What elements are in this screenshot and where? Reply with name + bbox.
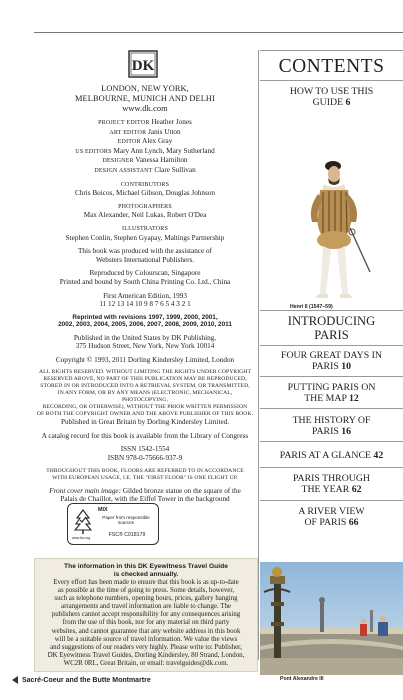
toc-item[interactable]: FOUR GREAT DAYS IN PARIS 10	[281, 350, 382, 373]
pont-alexandre-image	[260, 562, 403, 675]
toc-divider	[260, 500, 403, 501]
toc-divider	[260, 441, 403, 442]
floors-note-1: THROUGHOUT THIS BOOK, FLOORS ARE REFERRED TO IN ACCORDANCE	[46, 467, 244, 474]
toc-divider	[260, 467, 403, 468]
info-body-7: websites, and cannot guarantee that any website address in this book	[51, 627, 241, 635]
column-divider	[258, 50, 259, 660]
toc-item[interactable]: PARIS AT A GLANCE 42	[279, 450, 384, 461]
publisher-block	[34, 84, 256, 114]
floors-note-2: WITH EUROPEAN USAGE, I.E. THE "FIRST FLOOR" IS ONE FLIGHT UP.	[52, 474, 238, 481]
info-box	[34, 558, 258, 672]
fsc-code: FSC® C018179	[108, 532, 146, 538]
toc-item[interactable]: A RIVER VIEW OF PARIS 66	[298, 506, 365, 529]
info-body-6: from the use of this book, nor for any material on third party	[62, 619, 230, 627]
info-body-9: and suggestions of our readers very highly. Please write to: Publisher,	[50, 643, 242, 651]
reprinted-line-2: 2002, 2003, 2004, 2005, 2006, 2007, 2008, 2009, 2010, 2011	[58, 321, 232, 329]
us-publisher-2: 375 Hudson Street, New York, New York 10014	[75, 342, 215, 351]
fsc-mix: MIX	[98, 507, 108, 513]
section-introducing: INTRODUCING PARIS	[287, 314, 376, 342]
credit-line: DESIGN ASSISTANT Clare Sullivan	[94, 165, 196, 174]
info-body-11: WC2R 0RL, Great Britain, or email: travelguides@dk.com.	[63, 659, 229, 667]
print-line: 11 12 13 14 10 9 8 7 6 5 4 3 2 1	[99, 300, 191, 309]
contributors-heading: CONTRIBUTORS	[120, 181, 170, 188]
toc-item[interactable]: THE HISTORY OF PARIS 16	[292, 415, 371, 438]
info-body-5: publishers cannot accept responsibility for any consequences arising	[51, 611, 241, 619]
toc-item[interactable]: PARIS THROUGH THE YEAR 62	[292, 473, 371, 496]
dk-logo-icon	[128, 50, 158, 78]
info-title-1: The information in this DK Eyewitness Travel Guide	[64, 563, 228, 570]
credit-line: ART EDITOR Janis Utton	[109, 127, 181, 136]
dk-logo	[128, 50, 158, 78]
svg-text:DK: DK	[131, 58, 155, 74]
info-body-2: as possible at the time of going to press. Some details, however,	[57, 587, 235, 595]
rights-6: OF BOTH THE COPYRIGHT OWNER AND THE ABOVE PUBLISHER OF THIS BOOK.	[36, 411, 254, 418]
fsc-tree-icon	[74, 509, 92, 535]
fsc-paper: Paper from responsible sources	[102, 515, 150, 526]
publisher-cities-1: LONDON, NEW YORK,	[101, 84, 189, 93]
isbn: ISBN 978-0-75666-937-9	[107, 454, 183, 463]
credits-block	[34, 118, 256, 504]
section-rule-top	[260, 310, 403, 311]
imprint-column	[34, 34, 256, 649]
info-body-3: such as telephone numbers, opening hours, prices, gallery hanging	[54, 595, 238, 603]
contributors-names: Chris Boicos, Michael Gibson, Douglas Johnson	[75, 189, 215, 198]
fsc-badge	[67, 503, 159, 545]
toc-item[interactable]: PUTTING PARIS ON THE MAP 12	[287, 382, 376, 405]
credit-line: EDITOR Alex Gray	[117, 137, 173, 146]
top-margin	[0, 0, 403, 28]
cover-note-2: Palais de Chaillot, with the Eiffel Tower in the background	[60, 495, 230, 504]
info-body-10: DK Eyewitness Travel Guides, Dorling Kindersley, 80 Strand, London,	[47, 651, 245, 659]
printing-line-2: Printed and bound by South China Printing Co. Ltd., China	[59, 277, 231, 286]
page-footer	[12, 676, 151, 684]
illustrators-heading: ILLUSTRATORS	[122, 225, 168, 232]
reprinted-line-1: Reprinted with revisions 1997, 1999, 2000, 2001,	[72, 313, 218, 321]
contents-title: CONTENTS	[278, 56, 385, 77]
rights-3: STORED IN OR INTRODUCED INTO A RETRIEVAL SYSTEM, OR TRANSMITTED,	[40, 383, 250, 390]
credit-line: DESIGNER Vanessa Hamilton	[102, 156, 188, 165]
credit-line: PROJECT EDITOR Heather Jones	[98, 118, 192, 126]
rights-2: RESERVED ABOVE, NO PART OF THIS PUBLICATION MAY BE REPRODUCED,	[43, 376, 247, 383]
contents-rule-top	[260, 50, 403, 51]
portrait-caption: Henri II (1547–59)	[290, 304, 333, 310]
info-body-8: will be a suitable source of travel information. We value the views	[54, 635, 238, 643]
cover-note: Front cover main image: Gilded bronze statue on the square of the	[49, 486, 241, 495]
info-body-4: arrangements and travel information are liable to change. The	[61, 603, 231, 611]
toc-how-to-use[interactable]: HOW TO USE THIS GUIDE 6	[289, 86, 374, 109]
illustrators-names: Stephen Conlin, Stephen Gyapay, Maltings Partnership	[65, 233, 225, 242]
copyright: Copyright © 1993, 2011 Dorling Kindersley Limited, London	[55, 355, 235, 364]
rights-5: RECORDING, OR OTHERWISE), WITHOUT THE PRIOR WRITTEN PERMISSION	[42, 404, 248, 411]
pont-alexandre-photo	[260, 562, 403, 675]
fsc-web: www.fsc.org	[72, 536, 91, 540]
bridge-caption: Pont Alexandre III	[280, 676, 324, 682]
henri-ii-portrait	[290, 156, 376, 304]
rights-4: IN ANY FORM, OR BY ANY MEANS (ELECTRONIC, MECHANICAL, PHOTOCOPYING,	[57, 390, 233, 404]
info-body-1: Every effort has been made to ensure that this book is as up-to-date	[53, 579, 239, 586]
edition-line: First American Edition, 1993	[103, 291, 187, 300]
produced-line-1: This book was produced with the assistance of	[78, 247, 212, 256]
publisher-website: www.dk.com	[122, 104, 168, 113]
catalog-record: A catalog record for this book is available from the Library of Congress	[41, 431, 249, 440]
info-title-2: is checked annually.	[113, 571, 179, 578]
produced-line-2: Websters International Publishers.	[95, 255, 195, 264]
photographers-heading: PHOTOGRAPHERS	[118, 203, 172, 210]
top-rule	[34, 32, 403, 33]
photographers-names: Max Alexander, Neil Lukas, Robert O'Dea	[83, 211, 207, 220]
contents-rule	[260, 80, 403, 81]
footer-label: Sacré-Coeur and the Butte Montmartre	[22, 676, 151, 684]
section-rule-bottom	[260, 345, 403, 346]
issn: ISSN 1542-1554	[120, 445, 170, 454]
credit-line: US EDITORS Mary Ann Lynch, Mary Sutherland	[75, 146, 215, 155]
printing-line-1: Reproduced by Colourscan, Singapore	[89, 269, 201, 278]
us-publisher-1: Published in the United States by DK Publishing,	[73, 333, 217, 342]
toc-divider	[260, 408, 403, 409]
toc-divider	[260, 376, 403, 377]
rights-1: ALL RIGHTS RESERVED. WITHOUT LIMITING THE RIGHTS UNDER COPYRIGHT	[39, 369, 251, 376]
publisher-cities-2: MELBOURNE, MUNICH AND DELHI	[75, 94, 215, 103]
gb-publisher: Published in Great Britain by Dorling Kindersley Limited.	[60, 418, 230, 427]
back-arrow-icon	[12, 676, 18, 684]
